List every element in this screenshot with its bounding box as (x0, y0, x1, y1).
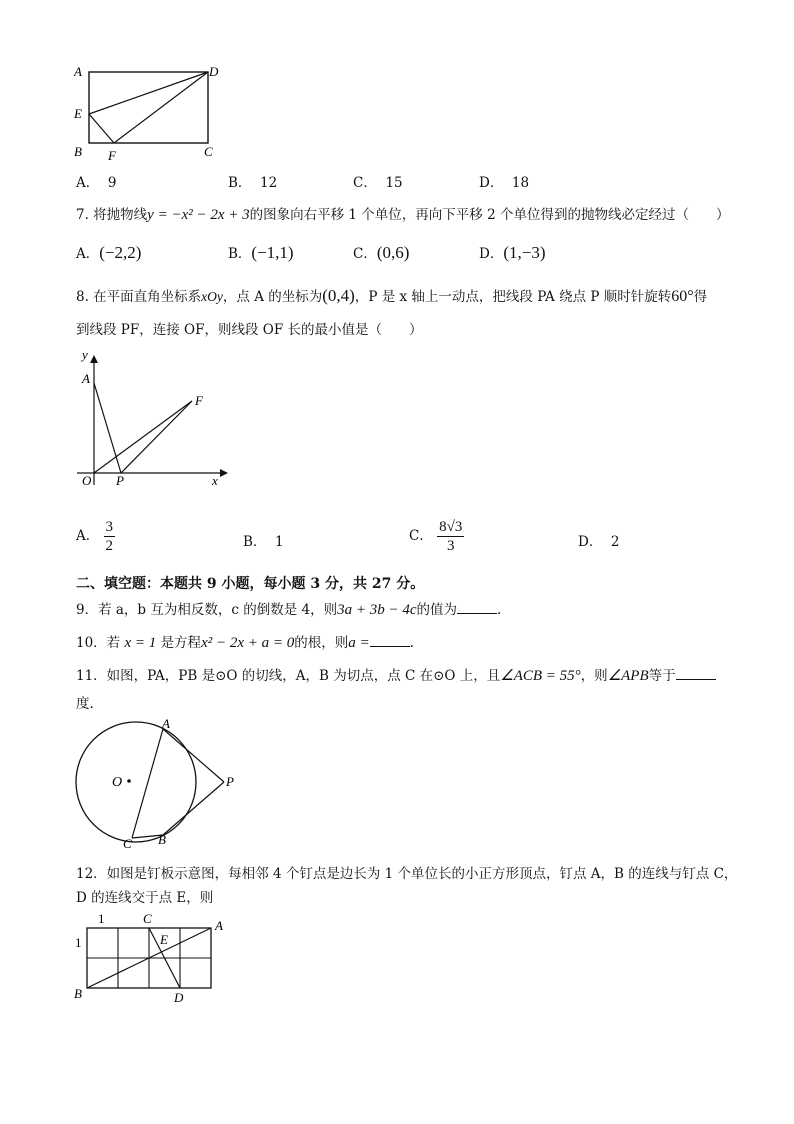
q8-option-d: D． 2 (578, 534, 620, 550)
q6-option-d: D． 18 (479, 175, 530, 191)
q7-option-a: A．(−2,2) (76, 243, 142, 262)
fig12-label-A: A (215, 918, 223, 933)
q12-stem-line2: D 的连线交于点 E，则 (76, 890, 214, 906)
q8-option-b: B． 1 (243, 534, 284, 550)
fig12-label-top-1: 1 (98, 911, 105, 926)
q6-option-b: B． 12 (228, 175, 278, 191)
fig8-label-y: y (82, 347, 88, 362)
q8-stem-line2: 到线段 PF，连接 OF，则线段 OF 长的最小值是（ ） (76, 322, 423, 338)
q6-figure (70, 62, 230, 162)
q8-option-c: C． $\frac{8√3}{3}$ (409, 519, 463, 554)
fig12-label-D: D (174, 990, 184, 1005)
q9-stem: 9．若 a，b 互为相反数，c 的倒数是 4，则3a + 3b − 4c的值为 . (76, 602, 502, 618)
fig8-label-x: x (212, 473, 218, 488)
fig6-label-E: E (74, 106, 82, 121)
q11-figure (72, 716, 252, 850)
q7-option-d: D．(1,−3) (479, 243, 546, 262)
q8-stem-line1: 8. 在平面直角坐标系xOy，点 A 的坐标为(0,4)，P 是 x 轴上一动点，把线段 PA 绕点 P 顺时针旋转60°得 (76, 286, 708, 305)
fig6-label-A: A (74, 64, 82, 79)
fig11-label-B: B (158, 832, 166, 847)
q11-stem-line2: 度. (76, 696, 94, 712)
q7-option-c: C．(0,6) (353, 243, 410, 262)
fig8-label-A: A (82, 371, 90, 386)
section-2-heading: 二、填空题：本题共 9 小题，每小题 3 分，共 27 分。 (76, 576, 425, 592)
q8-figure (72, 345, 232, 490)
q11-stem-line1: 11．如图，PA，PB 是⊙O 的切线，A，B 为切点，点 C 在⊙O 上，且∠ACB = 55°，则∠APB等于 (76, 664, 716, 685)
fig11-label-C: C (123, 836, 132, 850)
fig12-label-C: C (143, 911, 152, 926)
q12-stem-line1: 12．如图是钉板示意图，每相邻 4 个钉点是边长为 1 个单位长的小正方形顶点，钉点 A，B 的连线与钉点 C， (76, 866, 738, 882)
q8-option-a: A． $\frac{3}{2}$ (76, 519, 114, 554)
fig12-label-left-1: 1 (75, 935, 82, 950)
fig8-label-O: O (82, 473, 92, 488)
fig11-label-P: P (226, 774, 234, 789)
fig6-label-D: D (209, 64, 219, 79)
fig8-label-F: F (195, 393, 203, 408)
q7-stem: 7. 将抛物线y = −x² − 2x + 3的图象向右平移 1 个单位，再向下平移 2 个单位得到的抛物线必定经过（ ） (76, 207, 730, 223)
fig6-label-F: F (108, 148, 116, 162)
fig8-label-P: P (116, 473, 124, 488)
q7-option-b: B．(−1,1) (228, 243, 294, 262)
fig6-label-C: C (204, 144, 213, 159)
q6-option-a: A． 9 (76, 175, 117, 191)
q6-option-c: C． 15 (353, 175, 403, 191)
fig6-label-B: B (74, 144, 82, 159)
fig12-label-E: E (160, 932, 168, 947)
fig11-label-A: A (162, 716, 170, 731)
q12-figure (70, 910, 240, 1005)
fig11-label-O: O (112, 775, 123, 790)
fig12-label-B: B (74, 986, 82, 1001)
q10-stem: 10．若 x = 1 是方程x² − 2x + a = 0的根，则a = . (76, 635, 414, 651)
